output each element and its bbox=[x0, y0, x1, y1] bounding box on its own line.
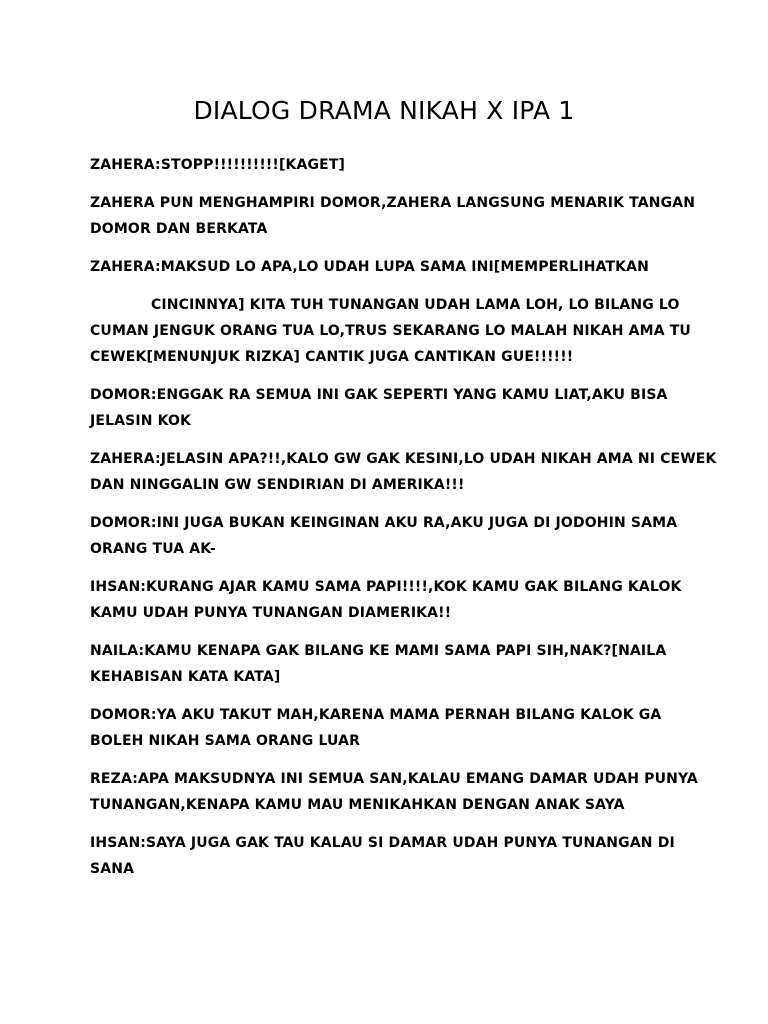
paragraph-line: REZA:APA MAKSUDNYA INI SEMUA SAN,KALAU EMANG DAMAR UDAH PUNYA bbox=[90, 771, 698, 787]
paragraph bbox=[90, 766, 698, 818]
paragraph-line: ZAHERA:JELASIN APA?!!,KALO GW GAK KESINI,LO UDAH NIKAH AMA NI CEWEK bbox=[90, 451, 717, 467]
paragraph-line: DOMOR:YA AKU TAKUT MAH,KARENA MAMA PERNAH BILANG KALOK GA bbox=[90, 707, 662, 723]
paragraph bbox=[90, 254, 690, 280]
paragraph bbox=[90, 702, 690, 754]
paragraph-line: DOMOR DAN BERKATA bbox=[90, 221, 268, 237]
paragraph-line-text: CINCINNYA] KITA TUH TUNANGAN UDAH LAMA LOH, LO BILANG LO bbox=[151, 297, 680, 313]
paragraph-line: TUNANGAN,KENAPA KAMU MAU MENIKAHKAN DENGAN ANAK SAYA bbox=[90, 797, 625, 813]
paragraph-line: CEWEK[MENUNJUK RIZKA] CANTIK JUGA CANTIKAN GUE!!!!!! bbox=[90, 349, 574, 365]
paragraph-line: BOLEH NIKAH SAMA ORANG LUAR bbox=[90, 733, 361, 749]
paragraph bbox=[90, 190, 696, 242]
paragraph-line: CUMAN JENGUK ORANG TUA LO,TRUS SEKARANG LO MALAH NIKAH AMA TU bbox=[90, 323, 691, 339]
document-title: DIALOG DRAMA NIKAH X IPA 1 bbox=[193, 96, 575, 125]
paragraph bbox=[90, 830, 690, 882]
paragraph bbox=[90, 292, 690, 370]
dialog-body bbox=[90, 152, 717, 882]
paragraph bbox=[90, 152, 690, 178]
paragraph-line: NAILA:KAMU KENAPA GAK BILANG KE MAMI SAMA PAPI SIH,NAK?[NAILA bbox=[90, 643, 667, 659]
paragraph-line: KAMU UDAH PUNYA TUNANGAN DIAMERIKA!! bbox=[90, 605, 452, 621]
paragraph-line: IHSAN:KURANG AJAR KAMU SAMA PAPI!!!!,KOK KAMU GAK BILANG KALOK bbox=[90, 579, 682, 595]
paragraph-line: ORANG TUA AK- bbox=[90, 541, 217, 557]
paragraph-line: SANA bbox=[90, 861, 135, 877]
paragraph-line: DOMOR:INI JUGA BUKAN KEINGINAN AKU RA,AKU JUGA DI JODOHIN SAMA bbox=[90, 515, 678, 531]
paragraph-line: DAN NINGGALIN GW SENDIRIAN DI AMERIKA!!! bbox=[90, 477, 465, 493]
paragraph-line: DOMOR:ENGGAK RA SEMUA INI GAK SEPERTI YANG KAMU LIAT,AKU BISA bbox=[90, 387, 668, 403]
paragraph bbox=[90, 638, 690, 690]
paragraph bbox=[90, 446, 717, 498]
paragraph-line-indented bbox=[90, 292, 690, 318]
paragraph bbox=[90, 510, 690, 562]
paragraph-line: ZAHERA:MAKSUD LO APA,LO UDAH LUPA SAMA INI[MEMPERLIHATKAN bbox=[90, 259, 650, 275]
paragraph-line: ZAHERA:STOPP!!!!!!!!!![KAGET] bbox=[90, 157, 346, 173]
paragraph-line: IHSAN:SAYA JUGA GAK TAU KALAU SI DAMAR UDAH PUNYA TUNANGAN DI bbox=[90, 835, 675, 851]
paragraph-line: KEHABISAN KATA KATA] bbox=[90, 669, 281, 685]
paragraph bbox=[90, 574, 690, 626]
paragraph-line: ZAHERA PUN MENGHAMPIRI DOMOR,ZAHERA LANGSUNG MENARIK TANGAN bbox=[90, 195, 696, 211]
paragraph-line: JELASIN KOK bbox=[90, 413, 192, 429]
paragraph bbox=[90, 382, 690, 434]
